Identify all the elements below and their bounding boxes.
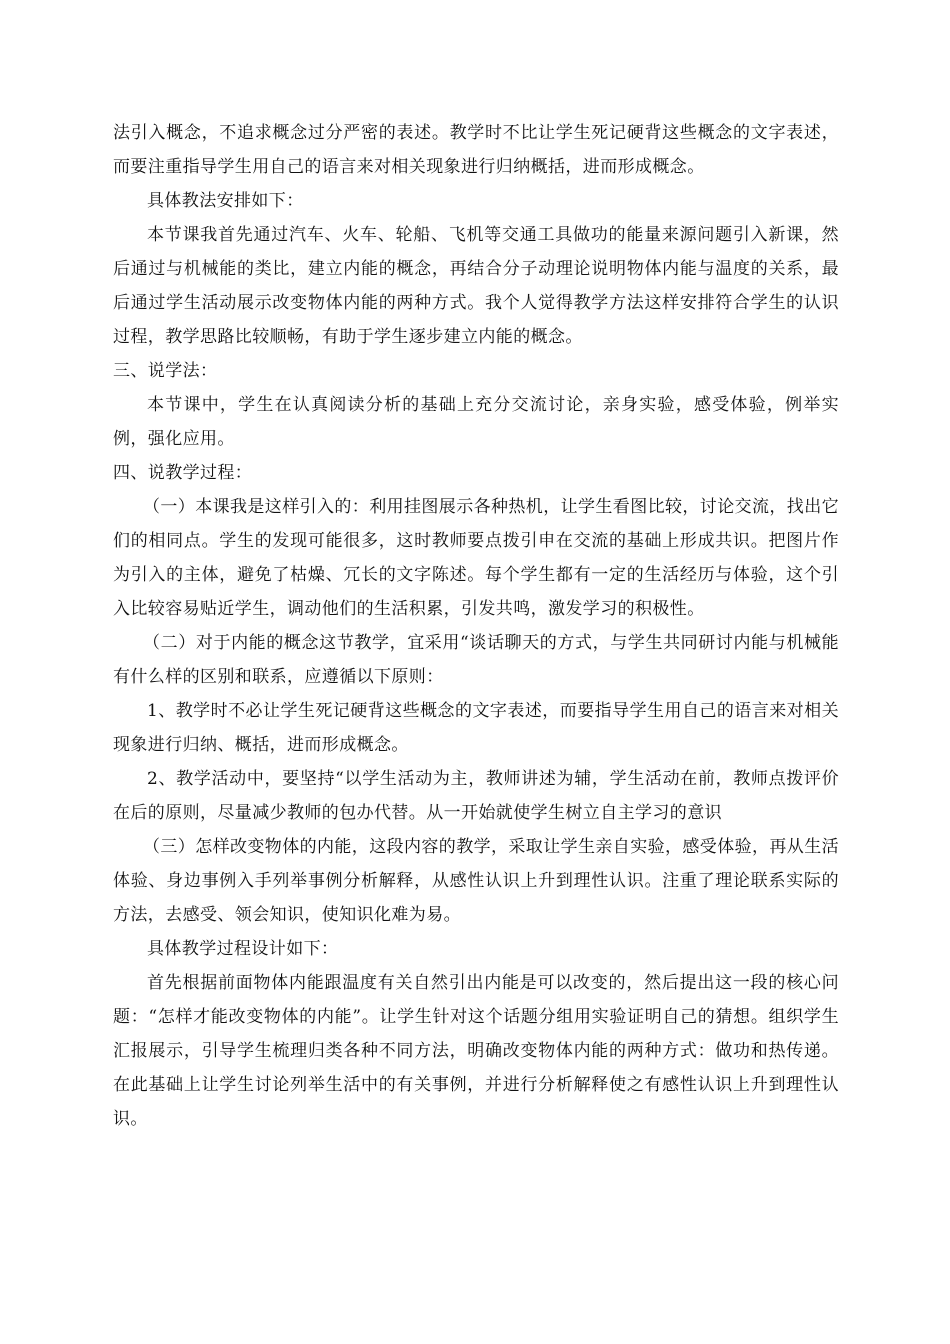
document-body: [113, 116, 839, 1136]
paragraph-process-part-3: （三）怎样改变物体的内能，这段内容的教学，采取让学生亲自实验，感受体验，再从生活体验、身边事例入手列举事例分析解释，从感性认识上升到理性认识。注重了理论联系实际的方法，去感受、领会知识，使知识化难为易。: [113, 837, 839, 925]
paragraph-design-detail: 首先根据前面物体内能跟温度有关自然引出内能是可以改变的，然后提出这一段的核心问题：“怎样才能改变物体的内能”。让学生针对这个话题分组用实验证明自己的猜想。组织学生汇报展示，引导学生梳理归类各种不同方法，明确改变物体内能的两种方式：做功和热传递。在此基础上让学生讨论列举生活中的有关事例，并进行分析解释使之有感性认识上升到理性认识。: [113, 973, 839, 1129]
paragraph-method-heading: 具体教法安排如下：: [147, 191, 304, 211]
paragraph-process-part-2: （二）对于内能的概念这节教学，宜采用“谈话聊天的方式，与学生共同研讨内能与机械能有什么样的区别和联系，应遵循以下原则：: [113, 633, 839, 687]
paragraph-design-heading: 具体教学过程设计如下：: [147, 939, 339, 959]
paragraph-principle-2: 2、教学活动中，要坚持“以学生活动为主，教师讲述为辅，学生活动在前，教师点拨评价在后的原则，尽量减少教师的包办代替。从一开始就使学生树立自主学习的意识: [113, 769, 839, 823]
paragraph-concept-intro: 法引入概念，不追求概念过分严密的表述。教学时不比让学生死记硬背这些概念的文字表述，而要注重指导学生用自己的语言来对相关现象进行归纳概括，进而形成概念。: [113, 123, 839, 177]
paragraph-method-detail: 本节课我首先通过汽车、火车、轮船、飞机等交通工具做功的能量来源问题引入新课，然后通过与机械能的类比，建立内能的概念，再结合分子动理论说明物体内能与温度的关系，最后通过学生活动展示改变物体内能的两种方式。我个人觉得教学方法这样安排符合学生的认识过程，教学思路比较顺畅，有助于学生逐步建立内能的概念。: [113, 225, 839, 347]
paragraph-process-part-1: （一）本课我是这样引入的：利用挂图展示各种热机，让学生看图比较，讨论交流，找出它们的相同点。学生的发现可能很多，这时教师要点拨引申在交流的基础上形成共识。把图片作为引入的主体，避免了枯燥、冗长的文字陈述。每个学生都有一定的生活经历与体验，这个引入比较容易贴近学生，调动他们的生活积累，引发共鸣，激发学习的积极性。: [113, 497, 839, 619]
paragraph-learning-method: 本节课中，学生在认真阅读分析的基础上充分交流讨论，亲身实验，感受体验，例举实例，强化应用。: [113, 395, 839, 449]
section-heading-teaching-process: 四、说教学过程：: [113, 463, 253, 483]
paragraph-principle-1: 1、教学时不必让学生死记硬背这些概念的文字表述，而要指导学生用自己的语言来对相关现象进行归纳、概括，进而形成概念。: [113, 701, 839, 755]
section-heading-learning-method: 三、说学法：: [113, 361, 218, 381]
